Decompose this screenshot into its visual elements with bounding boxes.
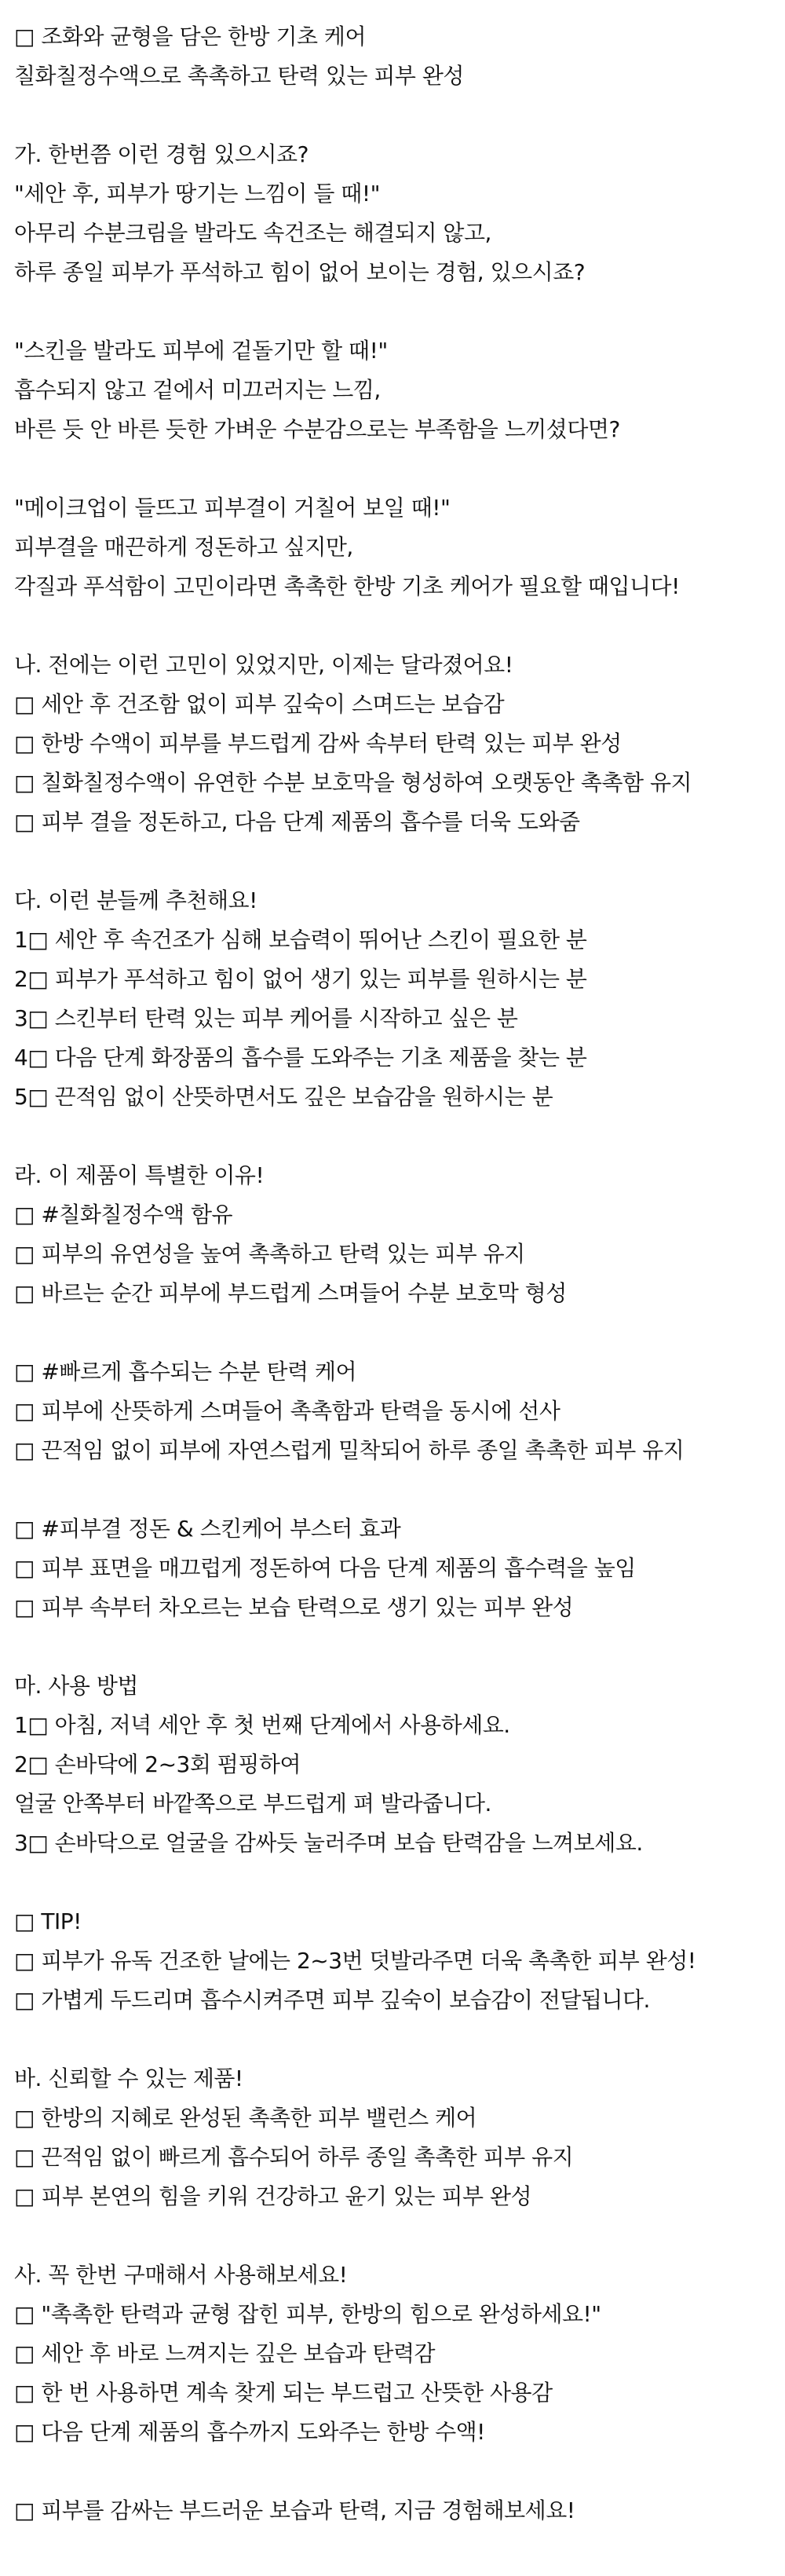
list-item: □ 세안 후 건조함 없이 피부 깊숙이 스며드는 보습감 <box>14 691 505 717</box>
list-item: □ #칠화칠정수액 함유 <box>14 1202 233 1228</box>
section-tip <box>14 1902 785 2020</box>
list-item: 3□ 손바닥으로 얼굴을 감싸듯 눌러주며 보습 탄력감을 느껴보세요. <box>14 1830 643 1856</box>
text-line: 각질과 푸석함이 고민이라면 촉촉한 한방 기초 케어가 필요할 때입니다! <box>14 573 680 599</box>
section-heading: 나. 전에는 이런 고민이 있었지만, 이제는 달라졌어요! <box>14 652 513 678</box>
list-item: 5□ 끈적임 없이 산뜻하면서도 깊은 보습감을 원하시는 분 <box>14 1084 553 1110</box>
list-item: 2□ 피부가 푸석하고 힘이 없어 생기 있는 피부를 원하시는 분 <box>14 966 587 992</box>
text-line: 얼굴 안쪽부터 바깥쪽으로 부드럽게 펴 발라줍니다. <box>14 1791 491 1817</box>
list-item: □ 피부 표면을 매끄럽게 정돈하여 다음 단계 제품의 흡수력을 높임 <box>14 1555 636 1581</box>
section-heading: 다. 이런 분들께 추천해요! <box>14 887 257 913</box>
list-item: □ 바르는 순간 피부에 부드럽게 스며들어 수분 보호막 형성 <box>14 1280 567 1306</box>
text-line: 아무리 수분크림을 발라도 속건조는 해결되지 않고, <box>14 220 491 246</box>
section-na <box>14 646 785 842</box>
section-ra-2 <box>14 1352 785 1470</box>
spacer <box>14 1627 785 1667</box>
spacer <box>14 1470 785 1509</box>
spacer <box>14 2020 785 2059</box>
spacer <box>14 292 785 331</box>
list-item: □ 피부 결을 정돈하고, 다음 단계 제품의 흡수를 더욱 도와줌 <box>14 809 580 835</box>
text-line: "메이크업이 들뜨고 피부결이 거칠어 보일 때!" <box>14 495 451 521</box>
list-item: □ 피부가 유독 건조한 날에는 2~3번 덧발라주면 더욱 촉촉한 피부 완성! <box>14 1948 696 1974</box>
list-item: □ 피부 본연의 힘을 키워 건강하고 윤기 있는 피부 완성 <box>14 2183 532 2209</box>
spacer <box>14 1863 785 1902</box>
section-ma <box>14 1667 785 1863</box>
section-sa <box>14 2256 785 2452</box>
section-heading: 라. 이 제품이 특별한 이유! <box>14 1162 265 1188</box>
list-item: □ 피부에 산뜻하게 스며들어 촉촉함과 탄력을 동시에 선사 <box>14 1398 560 1424</box>
list-item: □ 끈적임 없이 빠르게 흡수되어 하루 종일 촉촉한 피부 유지 <box>14 2144 574 2170</box>
list-item: □ 한방의 지혜로 완성된 촉촉한 피부 밸런스 케어 <box>14 2105 477 2131</box>
spacer <box>14 449 785 488</box>
list-item: □ 칠화칠정수액이 유연한 수분 보호막을 형성하여 오랫동안 촉촉함 유지 <box>14 770 692 796</box>
list-item: □ #피부결 정돈 & 스킨케어 부스터 효과 <box>14 1516 401 1542</box>
spacer <box>14 1117 785 1156</box>
list-item: 2□ 손바닥에 2~3회 펌핑하여 <box>14 1751 301 1777</box>
list-item: 1□ 세안 후 속건조가 심해 보습력이 뛰어난 스킨이 필요한 분 <box>14 927 587 953</box>
spacer <box>14 606 785 646</box>
section-intro <box>14 17 785 96</box>
section-ra <box>14 1156 785 1313</box>
list-item: □ 끈적임 없이 피부에 자연스럽게 밀착되어 하루 종일 촉촉한 피부 유지 <box>14 1437 685 1463</box>
list-item: □ 피부 속부터 차오르는 보습 탄력으로 생기 있는 피부 완성 <box>14 1594 574 1620</box>
list-item: □ 가볍게 두드리며 흡수시켜주면 피부 깊숙이 보습감이 전달됩니다. <box>14 1987 650 2013</box>
list-item: □ "촉촉한 탄력과 균형 잡힌 피부, 한방의 힘으로 완성하세요!" <box>14 2301 601 2327</box>
spacer <box>14 842 785 881</box>
spacer <box>14 1313 785 1352</box>
list-item: □ 한 번 사용하면 계속 찾게 되는 부드럽고 산뜻한 사용감 <box>14 2380 553 2406</box>
section-heading: 사. 꼭 한번 구매해서 사용해보세요! <box>14 2262 348 2288</box>
list-item: □ 세안 후 바로 느껴지는 깊은 보습과 탄력감 <box>14 2340 436 2366</box>
list-item: □ 피부의 유연성을 높여 촉촉하고 탄력 있는 피부 유지 <box>14 1241 525 1267</box>
section-outro <box>14 2491 785 2530</box>
section-heading: 바. 신뢰할 수 있는 제품! <box>14 2066 243 2091</box>
closing-line: □ 피부를 감싸는 부드러운 보습과 탄력, 지금 경험해보세요! <box>14 2497 575 2523</box>
section-ga-2 <box>14 331 785 449</box>
text-line: 흡수되지 않고 겉에서 미끄러지는 느낌, <box>14 377 381 403</box>
list-item: 3□ 스킨부터 탄력 있는 피부 케어를 시작하고 싶은 분 <box>14 1005 518 1031</box>
list-item: □ #빠르게 흡수되는 수분 탄력 케어 <box>14 1359 357 1385</box>
section-da <box>14 881 785 1117</box>
list-item: □ 다음 단계 제품의 흡수까지 도와주는 한방 수액! <box>14 2419 485 2445</box>
section-heading: 마. 사용 방법 <box>14 1673 138 1699</box>
text-line: 하루 종일 피부가 푸석하고 힘이 없어 보이는 경험, 있으시죠? <box>14 259 586 285</box>
list-item: □ 한방 수액이 피부를 부드럽게 감싸 속부터 탄력 있는 피부 완성 <box>14 730 622 756</box>
section-ra-3 <box>14 1509 785 1627</box>
list-item: 1□ 아침, 저녁 세안 후 첫 번째 단계에서 사용하세요. <box>14 1712 510 1738</box>
section-ga <box>14 135 785 292</box>
intro-headline: □ 조화와 균형을 담은 한방 기초 케어 <box>14 24 367 49</box>
spacer <box>14 2452 785 2491</box>
list-item: 4□ 다음 단계 화장품의 흡수를 도와주는 기초 제품을 찾는 분 <box>14 1045 587 1070</box>
tip-heading: □ TIP! <box>14 1908 82 1934</box>
text-line: 바른 듯 안 바른 듯한 가벼운 수분감으로는 부족함을 느끼셨다면? <box>14 416 620 442</box>
section-ba <box>14 2059 785 2216</box>
section-ga-3 <box>14 488 785 606</box>
text-line: 피부결을 매끈하게 정돈하고 싶지만, <box>14 534 353 560</box>
intro-subline: 칠화칠정수액으로 촉촉하고 탄력 있는 피부 완성 <box>14 63 464 89</box>
text-line: "스킨을 발라도 피부에 겉돌기만 할 때!" <box>14 338 388 364</box>
section-heading: 가. 한번쯤 이런 경험 있으시죠? <box>14 141 309 167</box>
text-line: "세안 후, 피부가 땅기는 느낌이 들 때!" <box>14 181 380 207</box>
spacer <box>14 96 785 135</box>
spacer <box>14 2216 785 2256</box>
